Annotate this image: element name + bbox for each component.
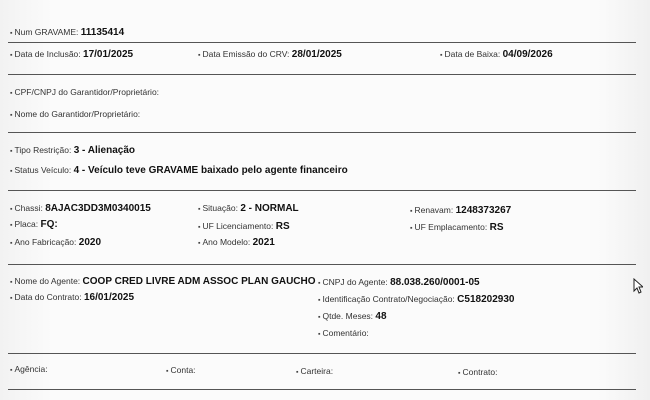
field-conta xyxy=(166,365,196,376)
label-agencia: Agência: xyxy=(14,364,48,374)
label-ano-fabricacao: Ano Fabricação: xyxy=(14,237,77,247)
field-placa xyxy=(10,219,58,230)
field-situacao xyxy=(198,203,299,214)
label-identificacao-contrato: Identificação Contrato/Negociação: xyxy=(322,294,455,304)
field-cnpj-agente xyxy=(318,277,480,288)
bullet-icon: ▪ xyxy=(198,52,201,59)
bullet-icon: ▪ xyxy=(166,368,169,375)
bullet-icon: ▪ xyxy=(318,280,321,287)
field-data-contrato xyxy=(10,292,134,303)
bullet-icon: ▪ xyxy=(410,225,413,232)
label-comentario: Comentário: xyxy=(322,328,369,338)
label-data-inclusao: Data de Inclusão: xyxy=(14,49,81,59)
value-chassi: 8AJAC3DD3M0340015 xyxy=(45,203,151,214)
bullet-icon: ▪ xyxy=(198,206,201,213)
field-data-baixa xyxy=(440,49,553,60)
label-conta: Conta: xyxy=(170,365,196,375)
label-num-gravame: Num GRAVAME: xyxy=(14,27,79,37)
value-uf-licenciamento: RS xyxy=(275,221,290,232)
label-placa: Placa: xyxy=(14,219,39,229)
bullet-icon: ▪ xyxy=(440,52,443,59)
value-status-veiculo: 4 - Veículo teve GRAVAME baixado pelo agente financeiro xyxy=(73,165,348,176)
divider xyxy=(8,389,636,390)
field-identificacao-contrato xyxy=(318,294,514,305)
bullet-icon: ▪ xyxy=(10,148,13,155)
field-ano-fabricacao xyxy=(10,237,101,248)
value-uf-emplacamento: RS xyxy=(489,222,504,233)
label-data-emissao-crv: Data Emissão do CRV: xyxy=(202,49,290,59)
divider xyxy=(8,190,636,191)
value-data-baixa: 04/09/2026 xyxy=(502,49,553,60)
value-situacao: 2 - NORMAL xyxy=(240,203,299,214)
bullet-icon: ▪ xyxy=(10,30,13,37)
value-tipo-restricao: 3 - Alienação xyxy=(73,145,136,156)
bullet-icon: ▪ xyxy=(318,314,321,321)
value-identificacao-contrato: C518202930 xyxy=(457,294,515,305)
bullet-icon: ▪ xyxy=(10,222,13,229)
label-nome-agente: Nome do Agente: xyxy=(14,276,81,286)
label-contrato: Contrato: xyxy=(462,367,498,377)
field-tipo-restricao xyxy=(10,145,135,156)
value-ano-modelo: 2021 xyxy=(252,237,275,248)
bullet-icon: ▪ xyxy=(410,208,413,215)
value-nome-agente: COOP CRED LIVRE ADM ASSOC PLAN GAUCHO xyxy=(82,276,316,287)
divider xyxy=(8,264,636,265)
label-data-baixa: Data de Baixa: xyxy=(444,49,501,59)
value-ano-fabricacao: 2020 xyxy=(78,237,102,248)
field-cpf-cnpj xyxy=(10,87,159,98)
divider xyxy=(8,74,636,75)
field-status-veiculo xyxy=(10,165,348,176)
field-contrato xyxy=(458,367,497,378)
label-uf-licenciamento: UF Licenciamento: xyxy=(202,221,274,231)
divider xyxy=(8,132,636,133)
label-situacao: Situação: xyxy=(202,203,238,213)
bullet-icon: ▪ xyxy=(198,240,201,247)
bullet-icon: ▪ xyxy=(10,206,13,213)
value-data-inclusao: 17/01/2025 xyxy=(83,49,134,60)
value-data-emissao-crv: 28/01/2025 xyxy=(291,49,342,60)
bullet-icon: ▪ xyxy=(10,168,13,175)
field-agencia xyxy=(10,364,48,375)
field-data-inclusao xyxy=(10,49,133,60)
divider xyxy=(8,353,636,354)
field-num-gravame xyxy=(10,27,124,38)
arrow-cursor-icon xyxy=(633,278,643,294)
field-nome-garantidor xyxy=(10,109,140,120)
bullet-icon: ▪ xyxy=(296,369,299,376)
bullet-icon: ▪ xyxy=(10,240,13,247)
label-renavam: Renavam: xyxy=(414,205,454,215)
bullet-icon: ▪ xyxy=(198,224,201,231)
label-status-veiculo: Status Veículo: xyxy=(14,165,72,175)
bullet-icon: ▪ xyxy=(10,90,13,97)
bullet-icon: ▪ xyxy=(10,279,13,286)
label-uf-emplacamento: UF Emplacamento: xyxy=(414,222,488,232)
bullet-icon: ▪ xyxy=(10,367,13,374)
field-uf-emplacamento xyxy=(410,222,504,233)
bullet-icon: ▪ xyxy=(458,370,461,377)
field-uf-licenciamento xyxy=(198,221,290,232)
field-comentario xyxy=(318,328,369,339)
label-ano-modelo: Ano Modelo: xyxy=(202,237,251,247)
label-data-contrato: Data do Contrato: xyxy=(14,292,82,302)
label-carteira: Carteira: xyxy=(300,366,334,376)
value-data-contrato: 16/01/2025 xyxy=(83,292,135,303)
value-renavam: 1248373267 xyxy=(455,205,512,216)
bullet-icon: ▪ xyxy=(318,297,321,304)
field-data-emissao-crv xyxy=(198,49,342,60)
value-placa: FQ: xyxy=(40,219,58,230)
label-tipo-restricao: Tipo Restrição: xyxy=(14,145,72,155)
field-chassi xyxy=(10,203,151,214)
label-chassi: Chassi: xyxy=(14,203,43,213)
value-qtde-meses: 48 xyxy=(375,311,387,322)
field-renavam xyxy=(410,205,511,216)
divider xyxy=(8,42,636,43)
label-cpf-cnpj: CPF/CNPJ do Garantidor/Proprietário: xyxy=(14,87,160,97)
bullet-icon: ▪ xyxy=(10,52,13,59)
field-qtde-meses xyxy=(318,311,387,322)
label-cnpj-agente: CNPJ do Agente: xyxy=(322,277,388,287)
label-qtde-meses: Qtde. Meses: xyxy=(322,311,374,321)
value-num-gravame: 11135414 xyxy=(80,27,125,38)
bullet-icon: ▪ xyxy=(10,295,13,302)
bullet-icon: ▪ xyxy=(318,331,321,338)
bullet-icon: ▪ xyxy=(10,112,13,119)
field-carteira xyxy=(296,366,333,377)
label-nome-garantidor: Nome do Garantidor/Proprietário: xyxy=(14,109,141,119)
field-ano-modelo xyxy=(198,237,275,248)
field-nome-agente xyxy=(10,276,316,287)
value-cnpj-agente: 88.038.260/0001-05 xyxy=(390,277,480,288)
